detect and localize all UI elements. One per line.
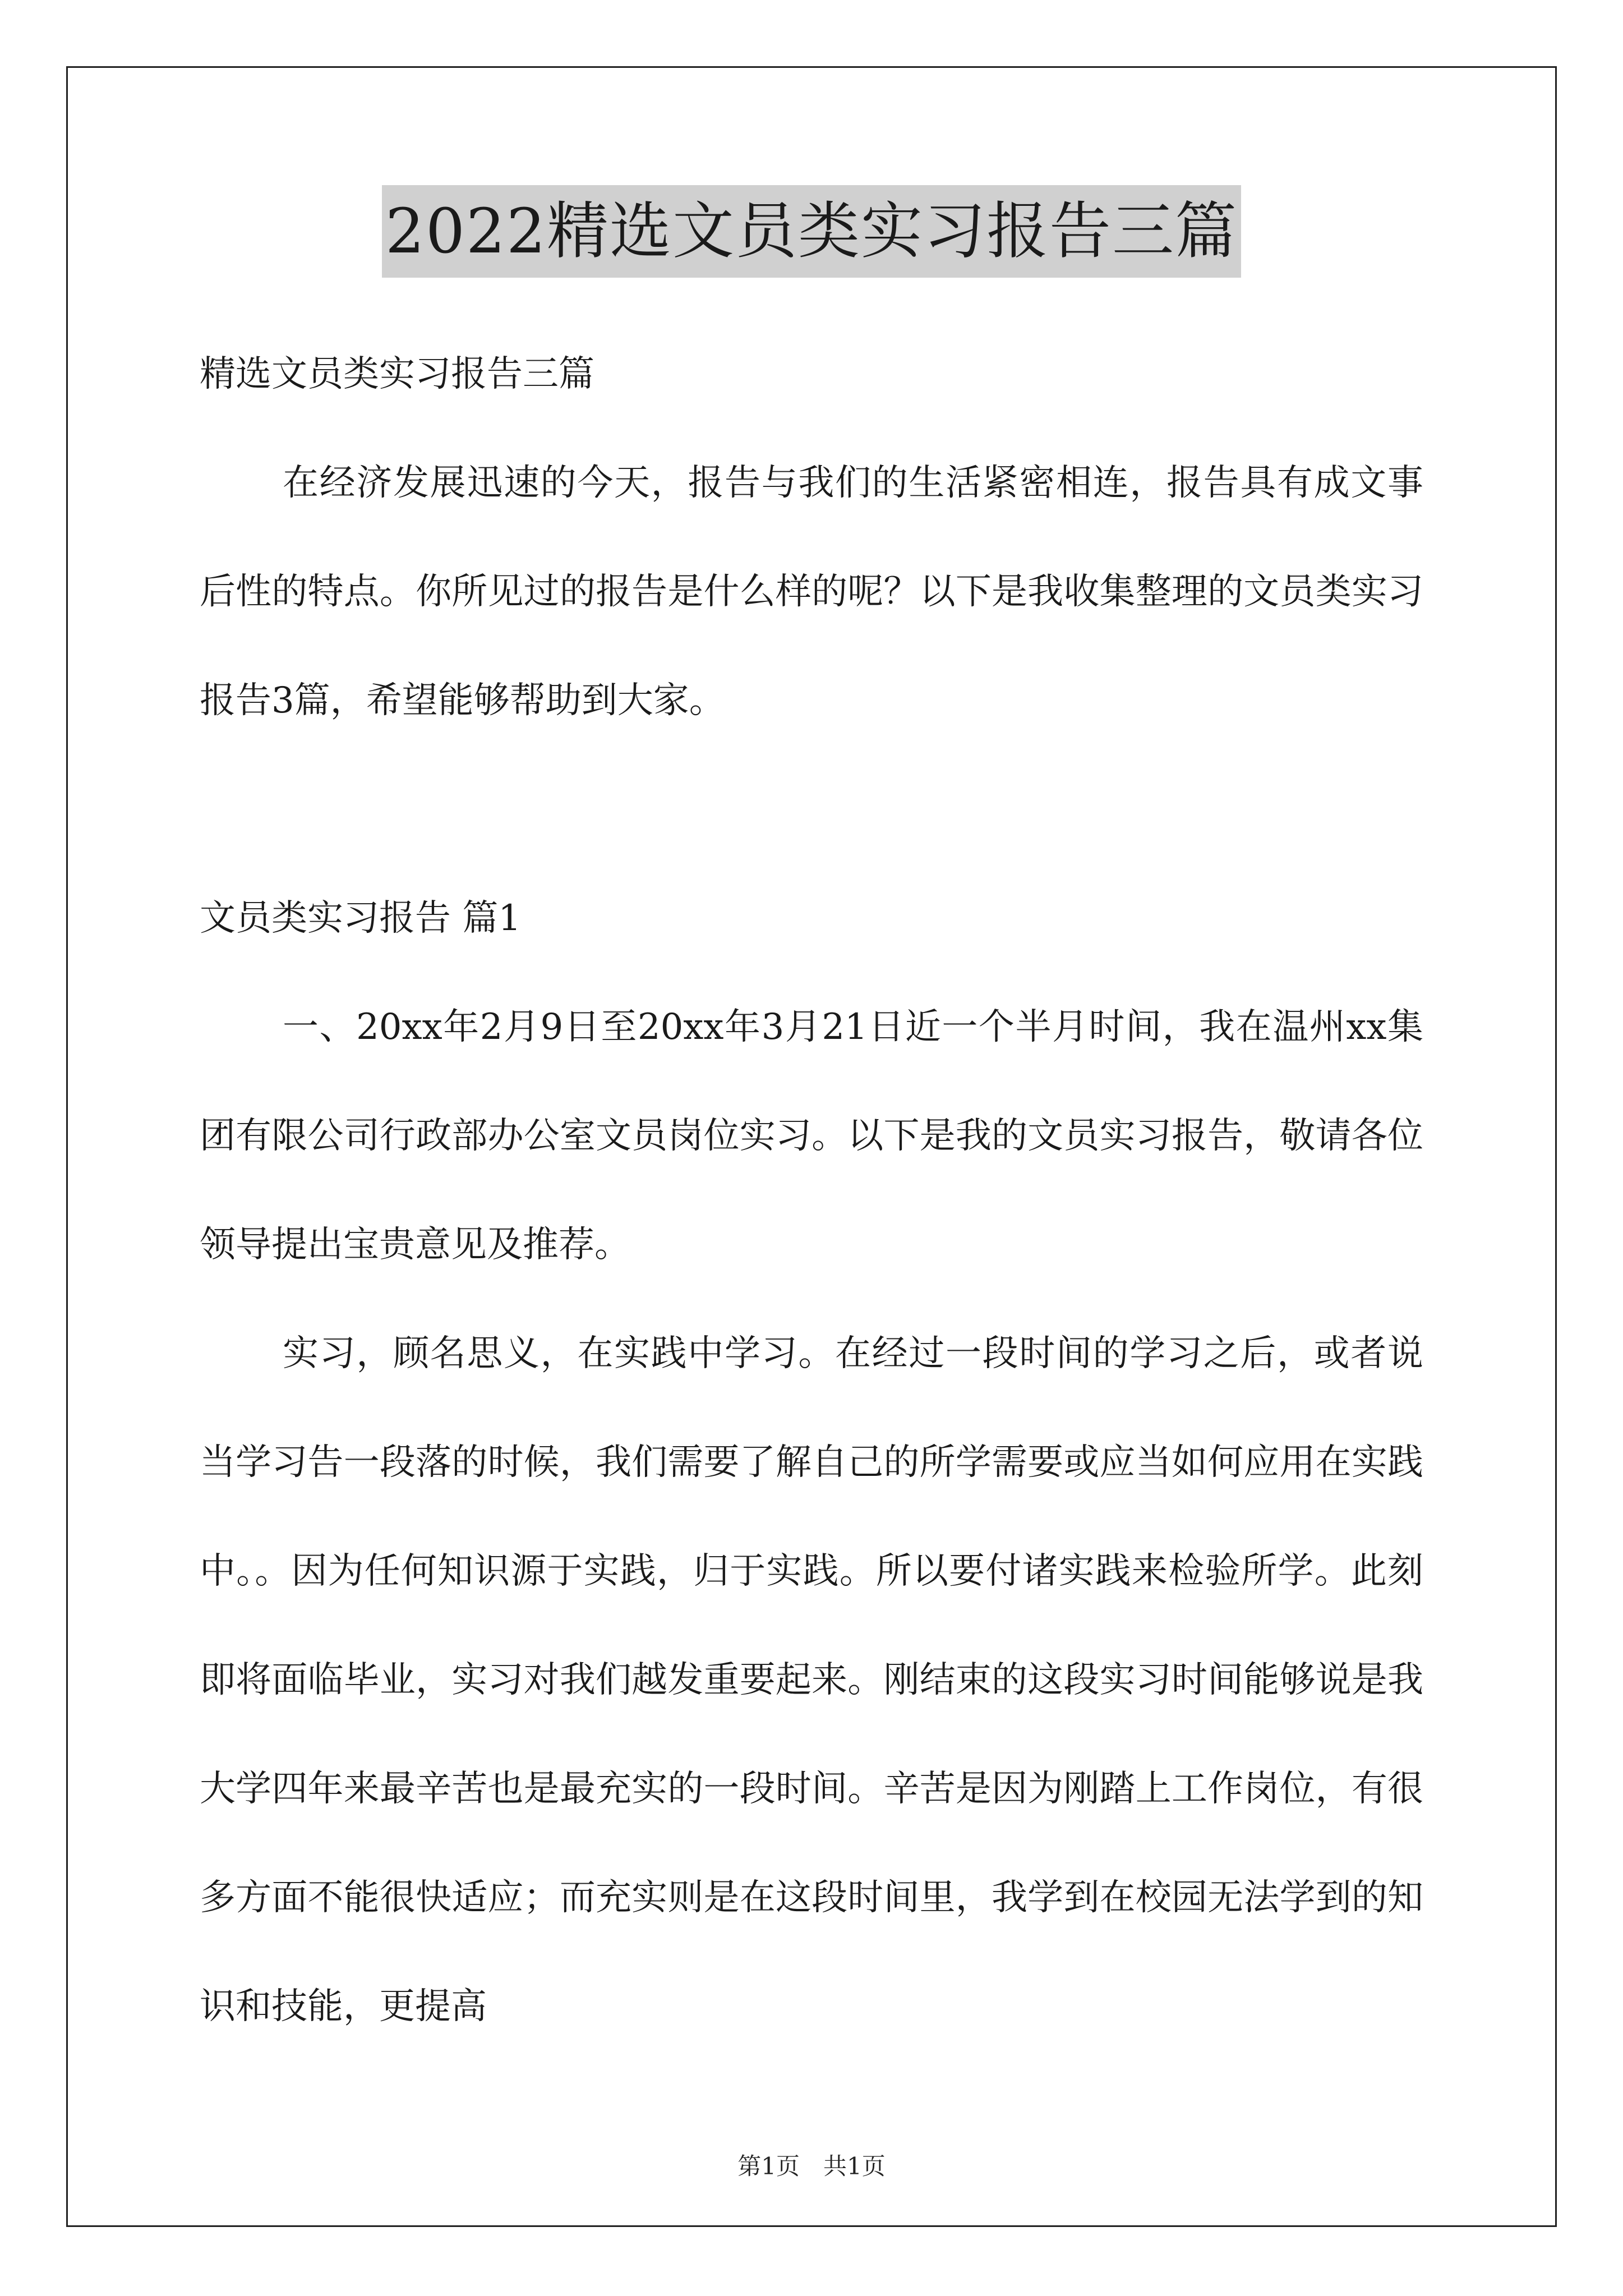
section-heading: 文员类实习报告 篇1 <box>200 898 522 939</box>
document-subtitle: 精选文员类实习报告三篇 <box>200 353 594 395</box>
body-paragraph-1: 一、20xx年2月9日至20xx年3月21日近一个半月时间，我在温州xx集团有限公司行政部办公室文员岗位实习。以下是我的文员实习报告，敬请各位领导提出宝贵意见及推荐。 <box>200 1006 1423 1266</box>
body-paragraph-2: 实习，顾名思义，在实践中学习。在经过一段时间的学习之后，或者说当学习告一段落的时候，我们需要了解自己的所学需要或应当如何应用在实践中。。因为任何知识源于实践，归于实践。所以要付诸实践来检验所学。此刻即将面临毕业，实习对我们越发重要起来。刚结束的这段实习时间能够说是我大学四年来最辛苦也是最充实的一段时间。辛苦是因为刚踏上工作岗位，有很多方面不能很快适应；而充实则是在这段时间里，我学到在校园无法学到的知识和技能，更提高 <box>200 1333 1423 2027</box>
blank-line <box>200 755 1423 864</box>
document-body <box>200 185 1423 2061</box>
title-wrap <box>200 185 1423 280</box>
intro-paragraph: 在经济发展迅速的今天，报告与我们的生活紧密相连，报告具有成文事后性的特点。你所见过的报告是什么样的呢？以下是我收集整理的文员类实习报告3篇，希望能够帮助到大家。 <box>200 462 1423 721</box>
page-footer: 第1页 共1页 <box>737 2152 886 2180</box>
document-title: 2022精选文员类实习报告三篇 <box>382 185 1241 278</box>
